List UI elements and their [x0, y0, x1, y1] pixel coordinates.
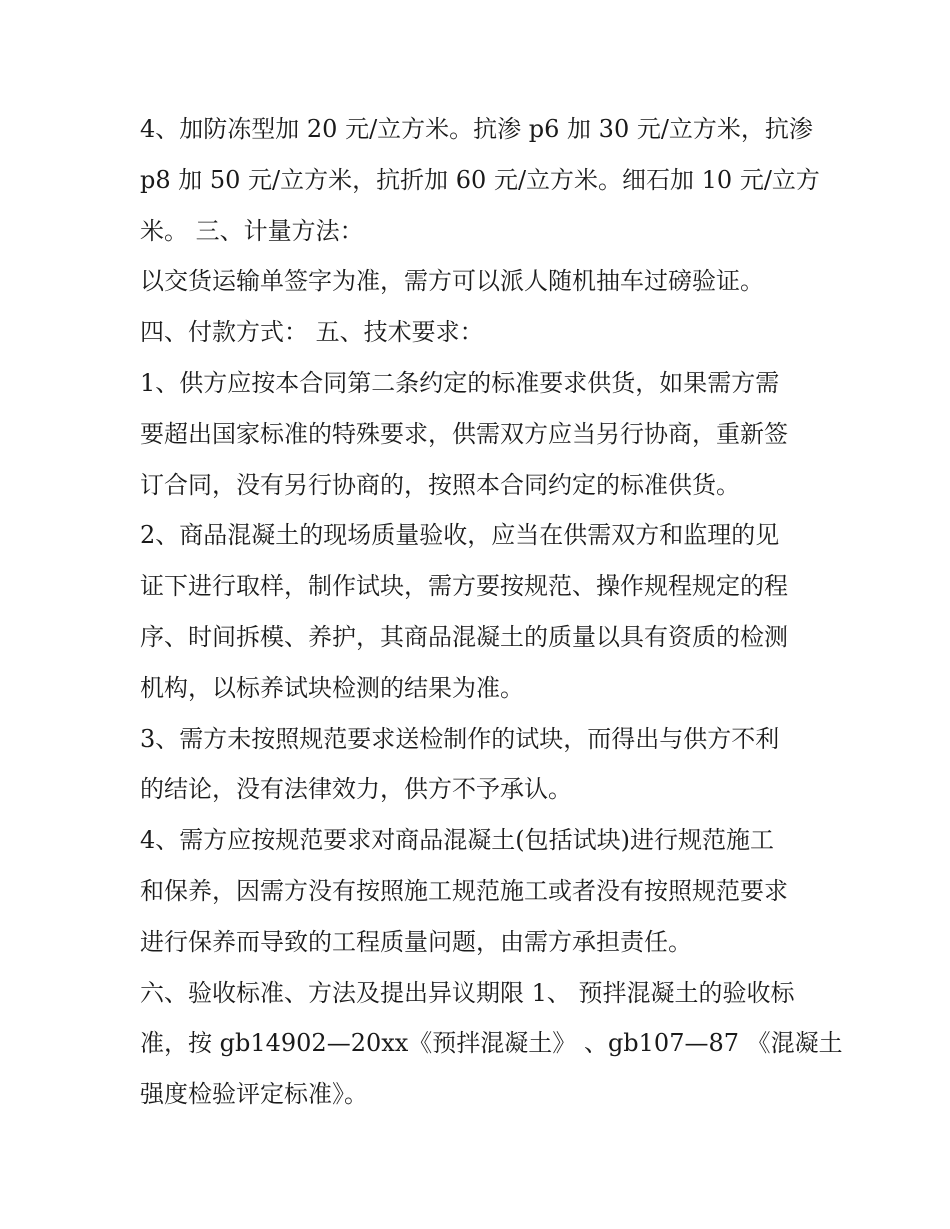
- text-line: 以交货运输单签字为准，需方可以派人随机抽车过磅验证。: [140, 267, 764, 296]
- text-line: 六、验收标准、方法及提出异议期限 1、 预拌混凝土的验收标: [140, 978, 795, 1007]
- document-body: [140, 104, 843, 1120]
- text-line: 要超出国家标准的特殊要求，供需双方应当另行协商，重新签: [140, 419, 788, 448]
- text-line: 进行保养而导致的工程质量问题，由需方承担责任。: [140, 927, 692, 956]
- text-line: 序、时间拆模、养护，其商品混凝土的质量以具有资质的检测: [140, 622, 788, 651]
- text-line: 3、需方未按照规范要求送检制作的试块，而得出与供方不利: [140, 724, 780, 753]
- text-line: 2、商品混凝土的现场质量验收，应当在供需双方和监理的见: [140, 521, 780, 550]
- text-line: 强度检验评定标准》。: [140, 1080, 368, 1109]
- text-line: 准，按 gb14902—20xx《预拌混凝土》 、gb107—87 《混凝土: [140, 1029, 843, 1058]
- text-line: 订合同，没有另行协商的，按照本合同约定的标准供货。: [140, 470, 740, 499]
- text-line: 证下进行取样，制作试块，需方要按规范、操作规程规定的程: [140, 572, 788, 601]
- text-line: 米。 三、计量方法：: [140, 216, 364, 245]
- text-line: p8 加 50 元/立方米，抗折加 60 元/立方米。细石加 10 元/立方: [140, 165, 820, 194]
- text-line: 四、付款方式： 五、技术要求：: [140, 318, 484, 347]
- text-line: 和保养，因需方没有按照施工规范施工或者没有按照规范要求: [140, 876, 788, 905]
- text-line: 4、需方应按规范要求对商品混凝土(包括试块)进行规范施工: [140, 826, 774, 855]
- text-line: 1、供方应按本合同第二条约定的标准要求供货，如果需方需: [140, 368, 780, 397]
- text-line: 的结论，没有法律效力，供方不予承认。: [140, 775, 572, 804]
- text-line: 机构，以标养试块检测的结果为准。: [140, 673, 524, 702]
- text-line: 4、加防冻型加 20 元/立方米。抗渗 p6 加 30 元/立方米，抗渗: [140, 115, 813, 143]
